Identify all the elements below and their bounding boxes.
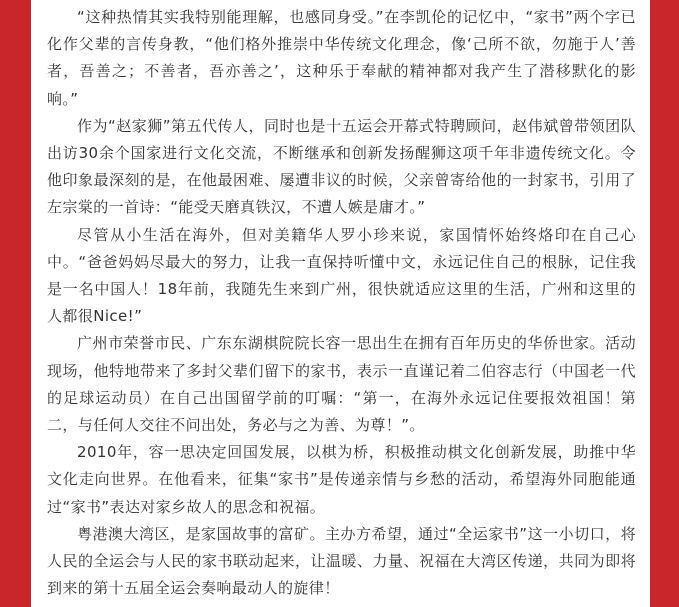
paragraph-greater-bay-area: 粤港澳大湾区，是家国故事的富矿。主办方希望，通过“全运家书”这一小切口，将人民的全运会与人民的家书联动起来，让温暖、力量、祝福在大湾区传递，共同为即将到来的第十五届全运会奏响最动人的旋律！ (47, 524, 636, 598)
article-body (47, 4, 636, 602)
paragraph-luo-xiaozhen: 尽管从小生活在海外，但对美籍华人罗小珍来说，家国情怀始终烙印在自己心中。“爸爸妈妈尽最大的努力，让我一直保持听懂中文，永远记住自己的根脉，记住我是一名中国人！18年前，我随先生来到广州，很快就适应这里的生活，广州和这里的人都很Nice!” (47, 225, 636, 326)
left-red-border (0, 0, 31, 607)
paragraph-rong-yisi-letters: 广州市荣誉市民、广东东湖棋院院长容一思出生在拥有百年历史的华侨世家。活动现场，他特地带来了多封父辈们留下的家书，表示一直谨记着二伯容志行（中国老一代的足球运动员）在自己出国留学前的叮嘱：“第一，在海外永远记住要报效祖国！第二，与任何人交往不问出处，务必与之为善、为尊！”。 (47, 334, 636, 435)
right-red-border (650, 0, 679, 607)
paragraph-zhao-family-lion: 作为“赵家狮”第五代传人，同时也是十五运会开幕式特聘顾问，赵伟斌曾带领团队出访30余个国家进行文化交流，不断继承和创新发扬醒狮这项千年非遗传统文化。令他印象最深刻的是，在他最困难、屡遭非议的时候，父亲曾寄给他的一封家书，引用了左宗棠的一首诗：“能受天磨真铁汉，不遭人嫉是庸才。” (47, 116, 636, 217)
paragraph-rong-yisi-return: 2010年，容一思决定回国发展，以棋为桥，积极推动棋文化创新发展，助推中华文化走向世界。在他看来，征集“家书”是传递亲情与乡愁的活动，希望海外同胞能通过“家书”表达对家乡故人的思念和祝福。 (47, 443, 636, 516)
paragraph-family-values: “这种热情其实我特别能理解，也感同身受。”在李凯伦的记忆中，“家书”两个字已化作父辈的言传身教，“他们格外推崇中华传统文化理念，像‘己所不欲，勿施于人’善者，吾善之；不善者，吾亦善之’，这种乐于奉献的精神都对我产生了潜移默化的影响。” (47, 8, 636, 108)
